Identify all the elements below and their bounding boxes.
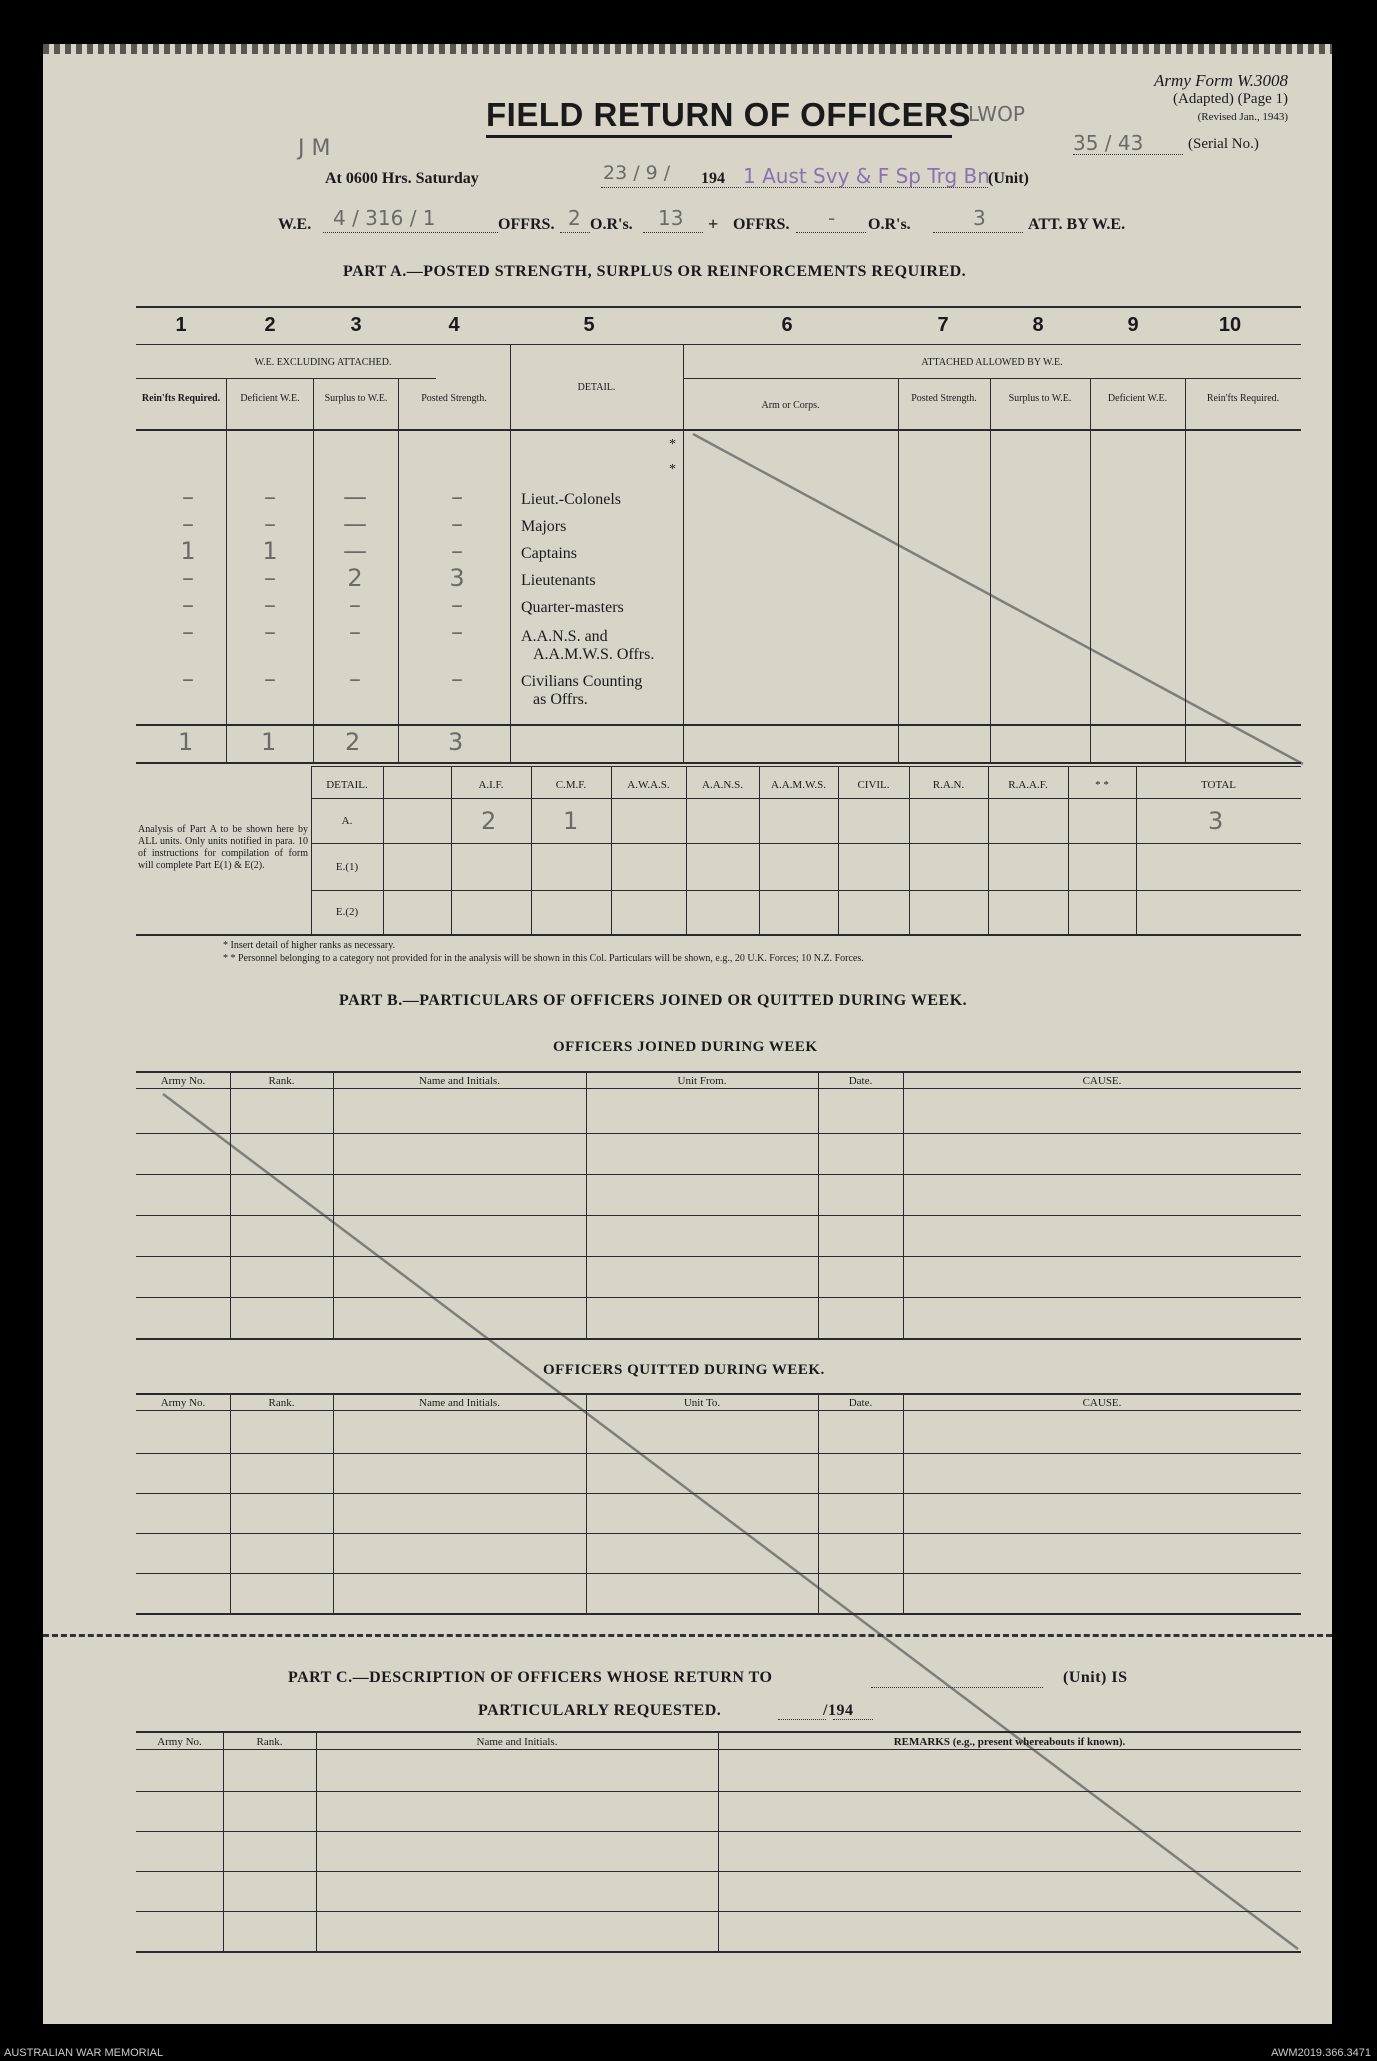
joined-bottom-rule	[136, 1338, 1301, 1340]
rank-aans: A.A.N.S. and	[521, 628, 608, 645]
head-att-deficient: Deficient W.E.	[1107, 393, 1168, 404]
part-c-year: /194	[823, 1702, 854, 1719]
total-col4: 3	[448, 728, 464, 756]
col-num-6: 6	[781, 314, 793, 336]
ors2-value: 3	[973, 206, 986, 230]
quitted-row-rule-2	[136, 1493, 1301, 1494]
part-c-date-line-1	[778, 1719, 826, 1720]
offrs-value: 2	[568, 206, 581, 230]
plus-sign: +	[708, 214, 719, 234]
footnote-1: * Insert detail of higher ranks as necessary.	[223, 940, 396, 951]
col-num-5: 5	[583, 314, 595, 336]
part-c-heading: PART C.—DESCRIPTION OF OFFICERS WHOSE RETURN TO	[288, 1669, 773, 1686]
rank-as-offrs: as Offrs.	[533, 691, 588, 708]
quitted-col-cause: CAUSE.	[1082, 1397, 1122, 1409]
jv4	[818, 1071, 819, 1338]
jv2	[333, 1071, 334, 1338]
offrs2-value: -	[828, 206, 836, 230]
quitted-heading: OFFICERS QUITTED DURING WEEK.	[543, 1362, 825, 1378]
rank-quarter-masters: Quarter-masters	[521, 599, 624, 616]
quitted-row-rule-3	[136, 1533, 1301, 1534]
joined-top-rule	[136, 1071, 1301, 1073]
quitted-col-name: Name and Initials.	[419, 1397, 500, 1409]
part-b-heading: PART B.—PARTICULARS OF OFFICERS JOINED OR QUITTED DURING WEEK.	[339, 992, 968, 1009]
offrs-line	[560, 232, 590, 233]
we-line	[323, 232, 498, 233]
part-a-head-rule	[136, 429, 1301, 431]
av5	[686, 766, 687, 934]
an-head-cmf: C.M.F.	[555, 779, 587, 791]
form-sheet	[43, 44, 1332, 2024]
v2	[313, 378, 314, 762]
head-att-posted: Posted Strength.	[911, 393, 977, 404]
analysis-instructions: Analysis of Part A to be shown here by ALL units. Only units notified in para. 10 of instructions for compilation of form will complete Part E(1) & E(2).	[138, 824, 308, 871]
offrs-label: OFFRS.	[498, 216, 555, 233]
v7	[990, 378, 991, 762]
col-num-7: 7	[937, 314, 949, 336]
col-num-3: 3	[350, 314, 362, 336]
av7	[838, 766, 839, 934]
an-a-total: 3	[1208, 807, 1224, 835]
an-head-aamws: A.A.M.W.S.	[771, 779, 826, 791]
col-num-9: 9	[1127, 314, 1139, 336]
head-reinfts-required: Rein'fts Required.	[141, 393, 221, 404]
rank-lieutenants: Lieutenants	[521, 572, 596, 589]
handwritten-initials: J M	[298, 136, 331, 161]
av8	[909, 766, 910, 934]
joined-col-unit-from: Unit From.	[677, 1075, 727, 1087]
an-head-civil: CIVIL.	[857, 779, 890, 791]
part-c-heading2: PARTICULARLY REQUESTED.	[478, 1702, 722, 1719]
v1	[226, 378, 227, 762]
quitted-bottom-rule	[136, 1613, 1301, 1615]
rank-lieut-colonels: Lieut.-Colonels	[521, 491, 621, 508]
quitted-row-rule-1	[136, 1453, 1301, 1454]
part-a-group-rule-right	[683, 378, 1301, 379]
quitted-col-date: Date.	[848, 1397, 873, 1409]
col1-entries: – – 1 – – – –	[180, 483, 196, 693]
av1	[383, 766, 384, 934]
quitted-top-rule	[136, 1393, 1301, 1395]
star-2: *	[669, 462, 676, 477]
part-a-num-rule	[136, 344, 1301, 345]
part-c-unit-is: (Unit) IS	[1063, 1669, 1128, 1686]
rank-captains: Captains	[521, 545, 577, 562]
offrs2-line	[796, 232, 866, 233]
col4-entries: – – – 3 – – –	[449, 483, 465, 693]
joined-row-rule-1	[136, 1133, 1301, 1134]
rank-majors: Majors	[521, 518, 567, 535]
col-num-2: 2	[264, 314, 276, 336]
col2-entries: – – 1 – – – –	[262, 483, 278, 693]
quitted-head-rule	[136, 1410, 1301, 1411]
part-a-top-rule	[136, 306, 1301, 308]
we-value: 4 / 316 / 1	[333, 206, 436, 230]
form-revised: (Revised Jan., 1943)	[1197, 111, 1288, 123]
rank-aamws: A.A.M.W.S. Offrs.	[533, 646, 655, 663]
av2	[451, 766, 452, 934]
an-head-aif: A.I.F.	[478, 779, 504, 791]
at-hours-label: At 0600 Hrs. Saturday	[325, 170, 479, 187]
joined-col-name: Name and Initials.	[419, 1075, 500, 1087]
joined-col-cause: CAUSE.	[1082, 1075, 1122, 1087]
form-name: Army Form W.3008	[1154, 71, 1288, 90]
an-row-e1: E.(1)	[335, 861, 359, 873]
joined-col-army-no: Army No.	[160, 1075, 206, 1087]
serial-line	[1073, 154, 1183, 155]
joined-head-rule	[136, 1088, 1301, 1089]
head-att-surplus: Surplus to W.E.	[1008, 393, 1072, 404]
footer-credit: AUSTRALIAN WAR MEMORIAL	[4, 2047, 164, 2059]
rank-civilians: Civilians Counting	[521, 673, 643, 690]
col3-entries: — — — 2 – – –	[343, 483, 367, 693]
an-a-cmf: 1	[563, 807, 579, 835]
head-att-reinfts: Rein'fts Required.	[1206, 393, 1280, 404]
partc-col-army-no: Army No.	[157, 1736, 202, 1748]
joined-row-rule-4	[136, 1256, 1301, 1257]
joined-col-date: Date.	[848, 1075, 873, 1087]
col-num-1: 1	[175, 314, 187, 336]
av9	[988, 766, 989, 934]
cv1	[223, 1731, 224, 1951]
part-a-group-rule-left	[136, 378, 436, 379]
footer-accession: AWM2019.366.3471	[1271, 2047, 1371, 2059]
quitted-row-rule-4	[136, 1573, 1301, 1574]
v9	[1185, 378, 1186, 762]
ors-line	[643, 232, 703, 233]
cancellation-strokes	[43, 44, 1332, 2024]
qv4	[818, 1393, 819, 1613]
head-surplus: Surplus to W.E.	[324, 393, 388, 404]
an-head-awas: A.W.A.S.	[627, 779, 670, 791]
joined-col-rank: Rank.	[268, 1075, 295, 1087]
total-col1: 1	[178, 728, 194, 756]
joined-heading: OFFICERS JOINED DURING WEEK	[553, 1039, 818, 1055]
qv5	[903, 1393, 904, 1613]
analysis-top-rule	[311, 766, 1301, 767]
we-label: W.E.	[278, 216, 312, 233]
analysis-head-rule	[311, 798, 1301, 799]
qv1	[230, 1393, 231, 1613]
head-posted-strength: Posted Strength.	[421, 393, 487, 404]
head-arm-corps: Arm or Corps.	[761, 400, 820, 411]
form-adapted: (Adapted) (Page 1)	[1173, 91, 1288, 107]
tear-line	[43, 1634, 1332, 1637]
head-deficient: Deficient W.E.	[240, 393, 300, 404]
partc-col-rank: Rank.	[256, 1736, 283, 1748]
joined-row-rule-2	[136, 1174, 1301, 1175]
form-identifier	[1043, 72, 1288, 126]
av11	[1136, 766, 1137, 934]
offrs2-label: OFFRS.	[733, 216, 790, 233]
ors-label: O.R's.	[590, 216, 633, 233]
an-head-other: * *	[1095, 779, 1109, 791]
ors2-label: O.R's.	[868, 216, 911, 233]
group-attached: ATTACHED ALLOWED BY W.E.	[921, 357, 1063, 368]
col-num-8: 8	[1032, 314, 1044, 336]
jv1	[230, 1071, 231, 1338]
col-num-4: 4	[448, 314, 460, 336]
serial-label: (Serial No.)	[1188, 136, 1259, 152]
an-a-aif: 2	[481, 807, 497, 835]
unit-stamp: 1 Aust Svy & F Sp Trg Bn	[743, 164, 990, 188]
part-a-total-rule	[136, 762, 1301, 764]
head-detail: DETAIL.	[577, 382, 616, 393]
an-row-a: A.	[341, 815, 353, 827]
an-head-aans: A.A.N.S.	[702, 779, 743, 791]
qv2	[333, 1393, 334, 1613]
an-head-detail: DETAIL.	[326, 779, 368, 791]
joined-row-rule-3	[136, 1215, 1301, 1216]
total-col2: 1	[261, 728, 277, 756]
analysis-row2-rule	[311, 890, 1301, 891]
unit-line	[743, 187, 988, 188]
jv3	[586, 1071, 587, 1338]
part-a-body-rule	[136, 724, 1301, 726]
analysis-row1-rule	[311, 843, 1301, 844]
title-underline	[486, 135, 952, 138]
v3	[398, 378, 399, 762]
ors-value: 13	[658, 206, 684, 230]
av4	[611, 766, 612, 934]
an-head-raaf: R.A.A.F.	[1008, 779, 1048, 791]
av10	[1068, 766, 1069, 934]
an-head-total: TOTAL	[1201, 779, 1236, 791]
quitted-col-unit-to: Unit To.	[683, 1397, 721, 1409]
joined-row-rule-5	[136, 1297, 1301, 1298]
col-num-10: 10	[1218, 314, 1242, 336]
cv2	[316, 1731, 317, 1951]
ors2-line	[933, 232, 1023, 233]
av6	[759, 766, 760, 934]
date-value: 23 / 9 /	[603, 162, 671, 184]
partc-col-name: Name and Initials.	[476, 1736, 558, 1748]
partc-col-remarks: REMARKS (e.g., present whereabouts if known).	[893, 1736, 1126, 1748]
cv3	[718, 1731, 719, 1951]
partc-bottom-rule	[136, 1951, 1301, 1953]
page-title: FIELD RETURN OF OFFICERS	[486, 96, 971, 133]
star-1: *	[669, 437, 676, 452]
handwritten-note: LWOP	[968, 102, 1025, 126]
analysis-bottom-rule	[136, 934, 1301, 936]
quitted-col-army-no: Army No.	[160, 1397, 206, 1409]
v4	[510, 344, 511, 762]
qv3	[586, 1393, 587, 1613]
group-we-excluding: W.E. EXCLUDING ATTACHED.	[254, 357, 392, 368]
total-col3: 2	[345, 728, 361, 756]
an-head-ran: R.A.N.	[932, 779, 965, 791]
v8	[1090, 378, 1091, 762]
footnote-2: * * Personnel belonging to a category not provided for in the analysis will be shown in this Col. Particulars will be shown, e.g., 20 U.K. Forces; 10 N.Z. Forces.	[223, 953, 864, 964]
jv5	[903, 1071, 904, 1338]
part-a-heading: PART A.—POSTED STRENGTH, SURPLUS OR REINFORCEMENTS REQUIRED.	[343, 263, 967, 280]
part-c-unit-line	[871, 1687, 1043, 1688]
v6	[898, 378, 899, 762]
unit-label: (Unit)	[988, 170, 1029, 187]
an-row-e2: E.(2)	[335, 906, 359, 918]
quitted-col-rank: Rank.	[268, 1397, 295, 1409]
year-label: 194	[701, 170, 725, 187]
serial-value: 35 / 43	[1073, 131, 1144, 155]
av3	[531, 766, 532, 934]
att-label: ATT. BY W.E.	[1028, 216, 1126, 233]
